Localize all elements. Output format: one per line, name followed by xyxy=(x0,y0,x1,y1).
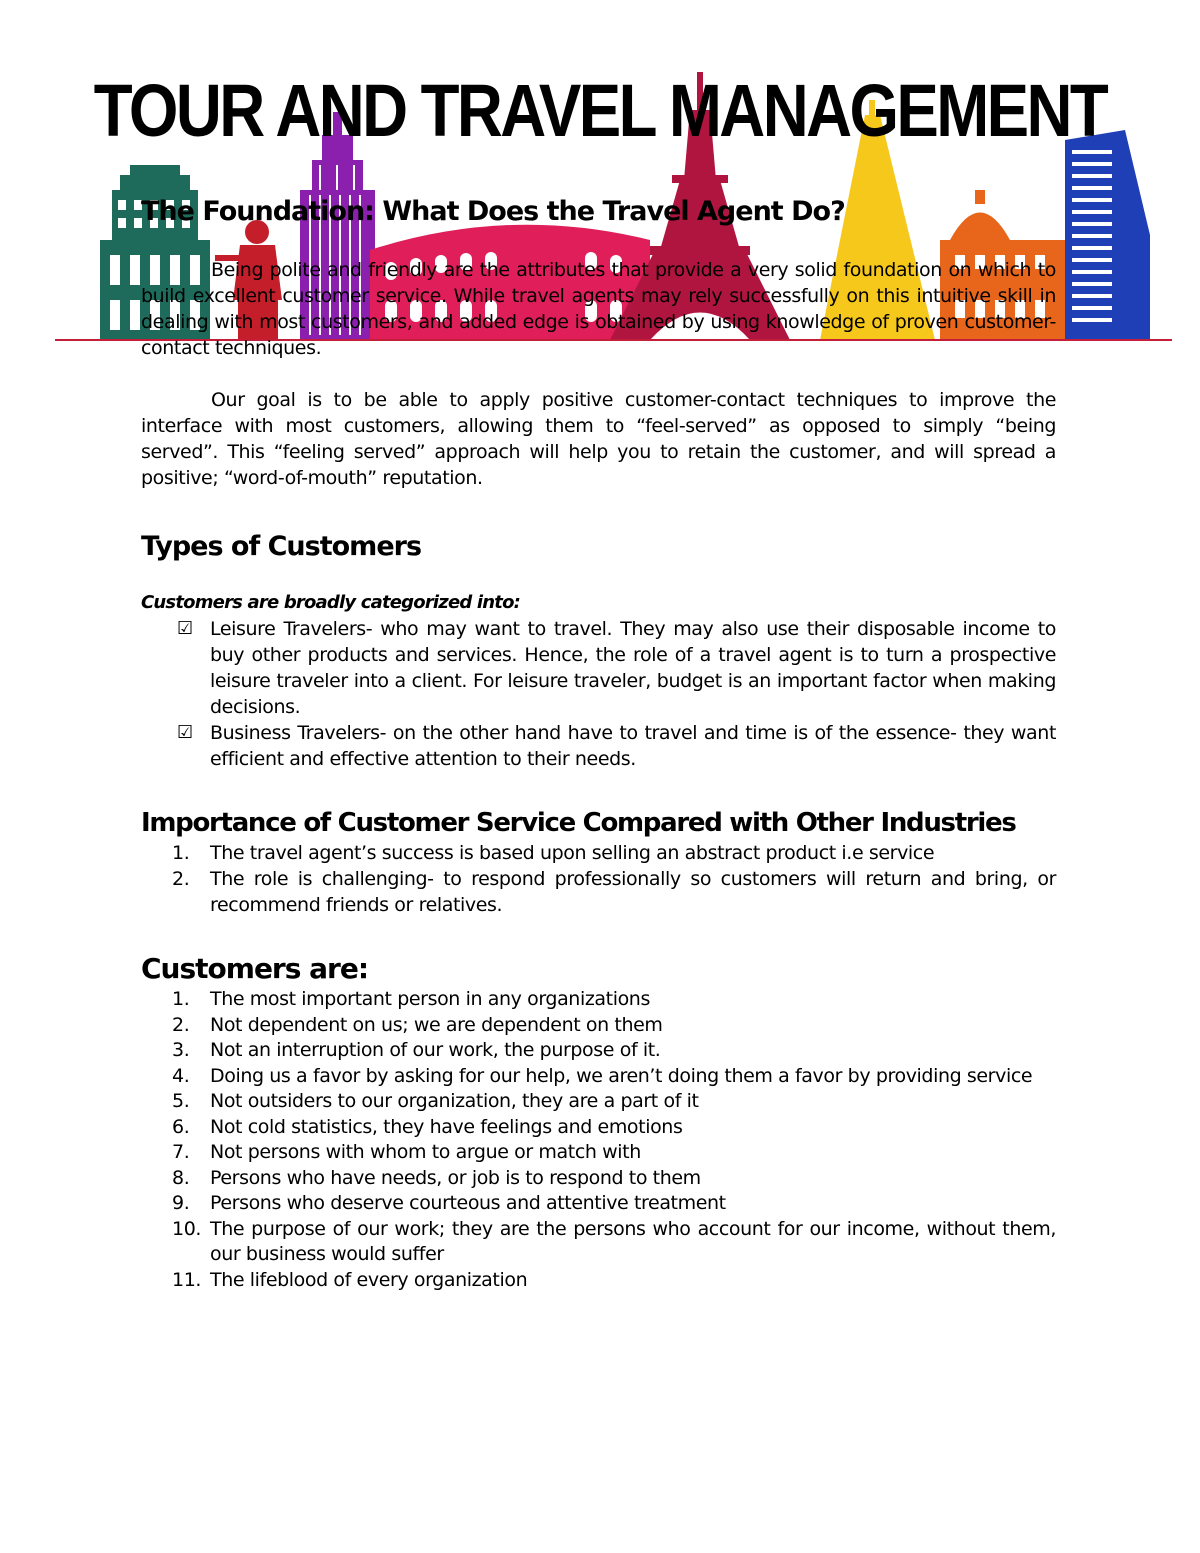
heading-foundation: The Foundation: What Does the Travel Agent Do? xyxy=(141,196,845,227)
list-number: 11. xyxy=(172,1268,202,1291)
list-item-text: Doing us a favor by asking for our help, we aren’t doing them a favor by providing service xyxy=(210,1064,1033,1087)
list-number: 1. xyxy=(172,988,190,1010)
list-number: 2. xyxy=(172,868,190,890)
list-item-text: The travel agent’s success is based upon selling an abstract product i.e service xyxy=(210,842,935,864)
list-item-text: Not an interruption of our work, the purpose of it. xyxy=(210,1039,661,1061)
list-number: 1. xyxy=(172,842,190,864)
document-body xyxy=(141,196,1056,1293)
list-item-text: Leisure Travelers- who may want to travel. They may also use their disposable income to buy other products and services. Hence, the role of a travel agent is to turn a prospective leisure traveler into a client. For leisure traveler, budget is an important factor when making decisions. xyxy=(210,618,1056,718)
list-item-text: Not outsiders to our organization, they are a part of it xyxy=(210,1090,699,1112)
list-item xyxy=(141,840,1056,866)
list-item xyxy=(141,1064,1056,1090)
list-item xyxy=(141,1268,1056,1294)
list-item-text: Not cold statistics, they have feelings and emotions xyxy=(210,1115,683,1138)
list-item xyxy=(141,1191,1056,1217)
foundation-paragraph-1: Being polite and friendly are the attributes that provide a very solid foundation on which to build excellent customer service. While travel agents may rely successfully on this intuitive skill in dealing with most customers, and added edge is obtained by using knowledge of proven customer-contact techniques. xyxy=(141,259,1056,359)
list-item xyxy=(141,1089,1056,1115)
list-item-text: Not dependent on us; we are dependent on them xyxy=(210,1013,663,1036)
checkbox-checked-icon: ☑ xyxy=(177,722,193,743)
list-number: 3. xyxy=(172,1039,190,1061)
list-item-text: The most important person in any organizations xyxy=(210,988,650,1010)
list-number: 2. xyxy=(172,1013,190,1036)
list-item xyxy=(141,1140,1056,1166)
list-item-text: Business Travelers- on the other hand have to travel and time is of the essence- they want efficient and effective attention to their needs. xyxy=(210,722,1056,770)
heading-types-of-customers: Types of Customers xyxy=(141,531,422,562)
list-item-text: Not persons with whom to argue or match with xyxy=(210,1141,641,1163)
list-item xyxy=(141,1217,1056,1268)
customers-are-list xyxy=(141,987,1056,1293)
list-number: 5. xyxy=(172,1090,190,1112)
customer-types-list xyxy=(141,616,1056,772)
importance-list xyxy=(141,840,1056,918)
list-number: 7. xyxy=(172,1141,190,1163)
list-item xyxy=(141,720,1056,772)
types-intro: Customers are broadly categorized into: xyxy=(141,592,521,613)
list-item-text: The purpose of our work; they are the persons who account for our income, without them, our business would suffer xyxy=(210,1217,1056,1265)
heading-customers-are: Customers are: xyxy=(141,952,369,985)
list-item xyxy=(141,616,1056,720)
foundation-paragraph-2: Our goal is to be able to apply positive customer-contact techniques to improve the interface with most customers, allowing them to “feel-served” as opposed to simply “being served”. This “feeling served” approach will help you to retain the customer, and will spread a positive; “word-of-mouth” reputation. xyxy=(141,389,1056,489)
heading-importance: Importance of Customer Service Compared with Other Industries xyxy=(141,808,1016,838)
document-title: TOUR AND TRAVEL MANAGEMENT xyxy=(93,69,1107,152)
list-number: 6. xyxy=(172,1115,190,1138)
list-item-text: The lifeblood of every organization xyxy=(210,1268,528,1291)
list-item-text: The role is challenging- to respond professionally so customers will return and bring, or recommend friends or relatives. xyxy=(210,868,1056,916)
list-item xyxy=(141,1038,1056,1064)
checkbox-checked-icon: ☑ xyxy=(177,618,193,639)
list-number: 10. xyxy=(172,1217,202,1240)
list-item-text: Persons who deserve courteous and attentive treatment xyxy=(210,1192,726,1214)
list-item xyxy=(141,866,1056,918)
list-number: 8. xyxy=(172,1166,190,1189)
blue-skyscraper-icon xyxy=(1065,130,1150,340)
list-number: 9. xyxy=(172,1192,190,1214)
list-item xyxy=(141,987,1056,1013)
list-number: 4. xyxy=(172,1064,190,1087)
list-item-text: Persons who have needs, or job is to respond to them xyxy=(210,1166,701,1189)
list-item xyxy=(141,1013,1056,1039)
list-item xyxy=(141,1115,1056,1141)
list-item xyxy=(141,1166,1056,1192)
